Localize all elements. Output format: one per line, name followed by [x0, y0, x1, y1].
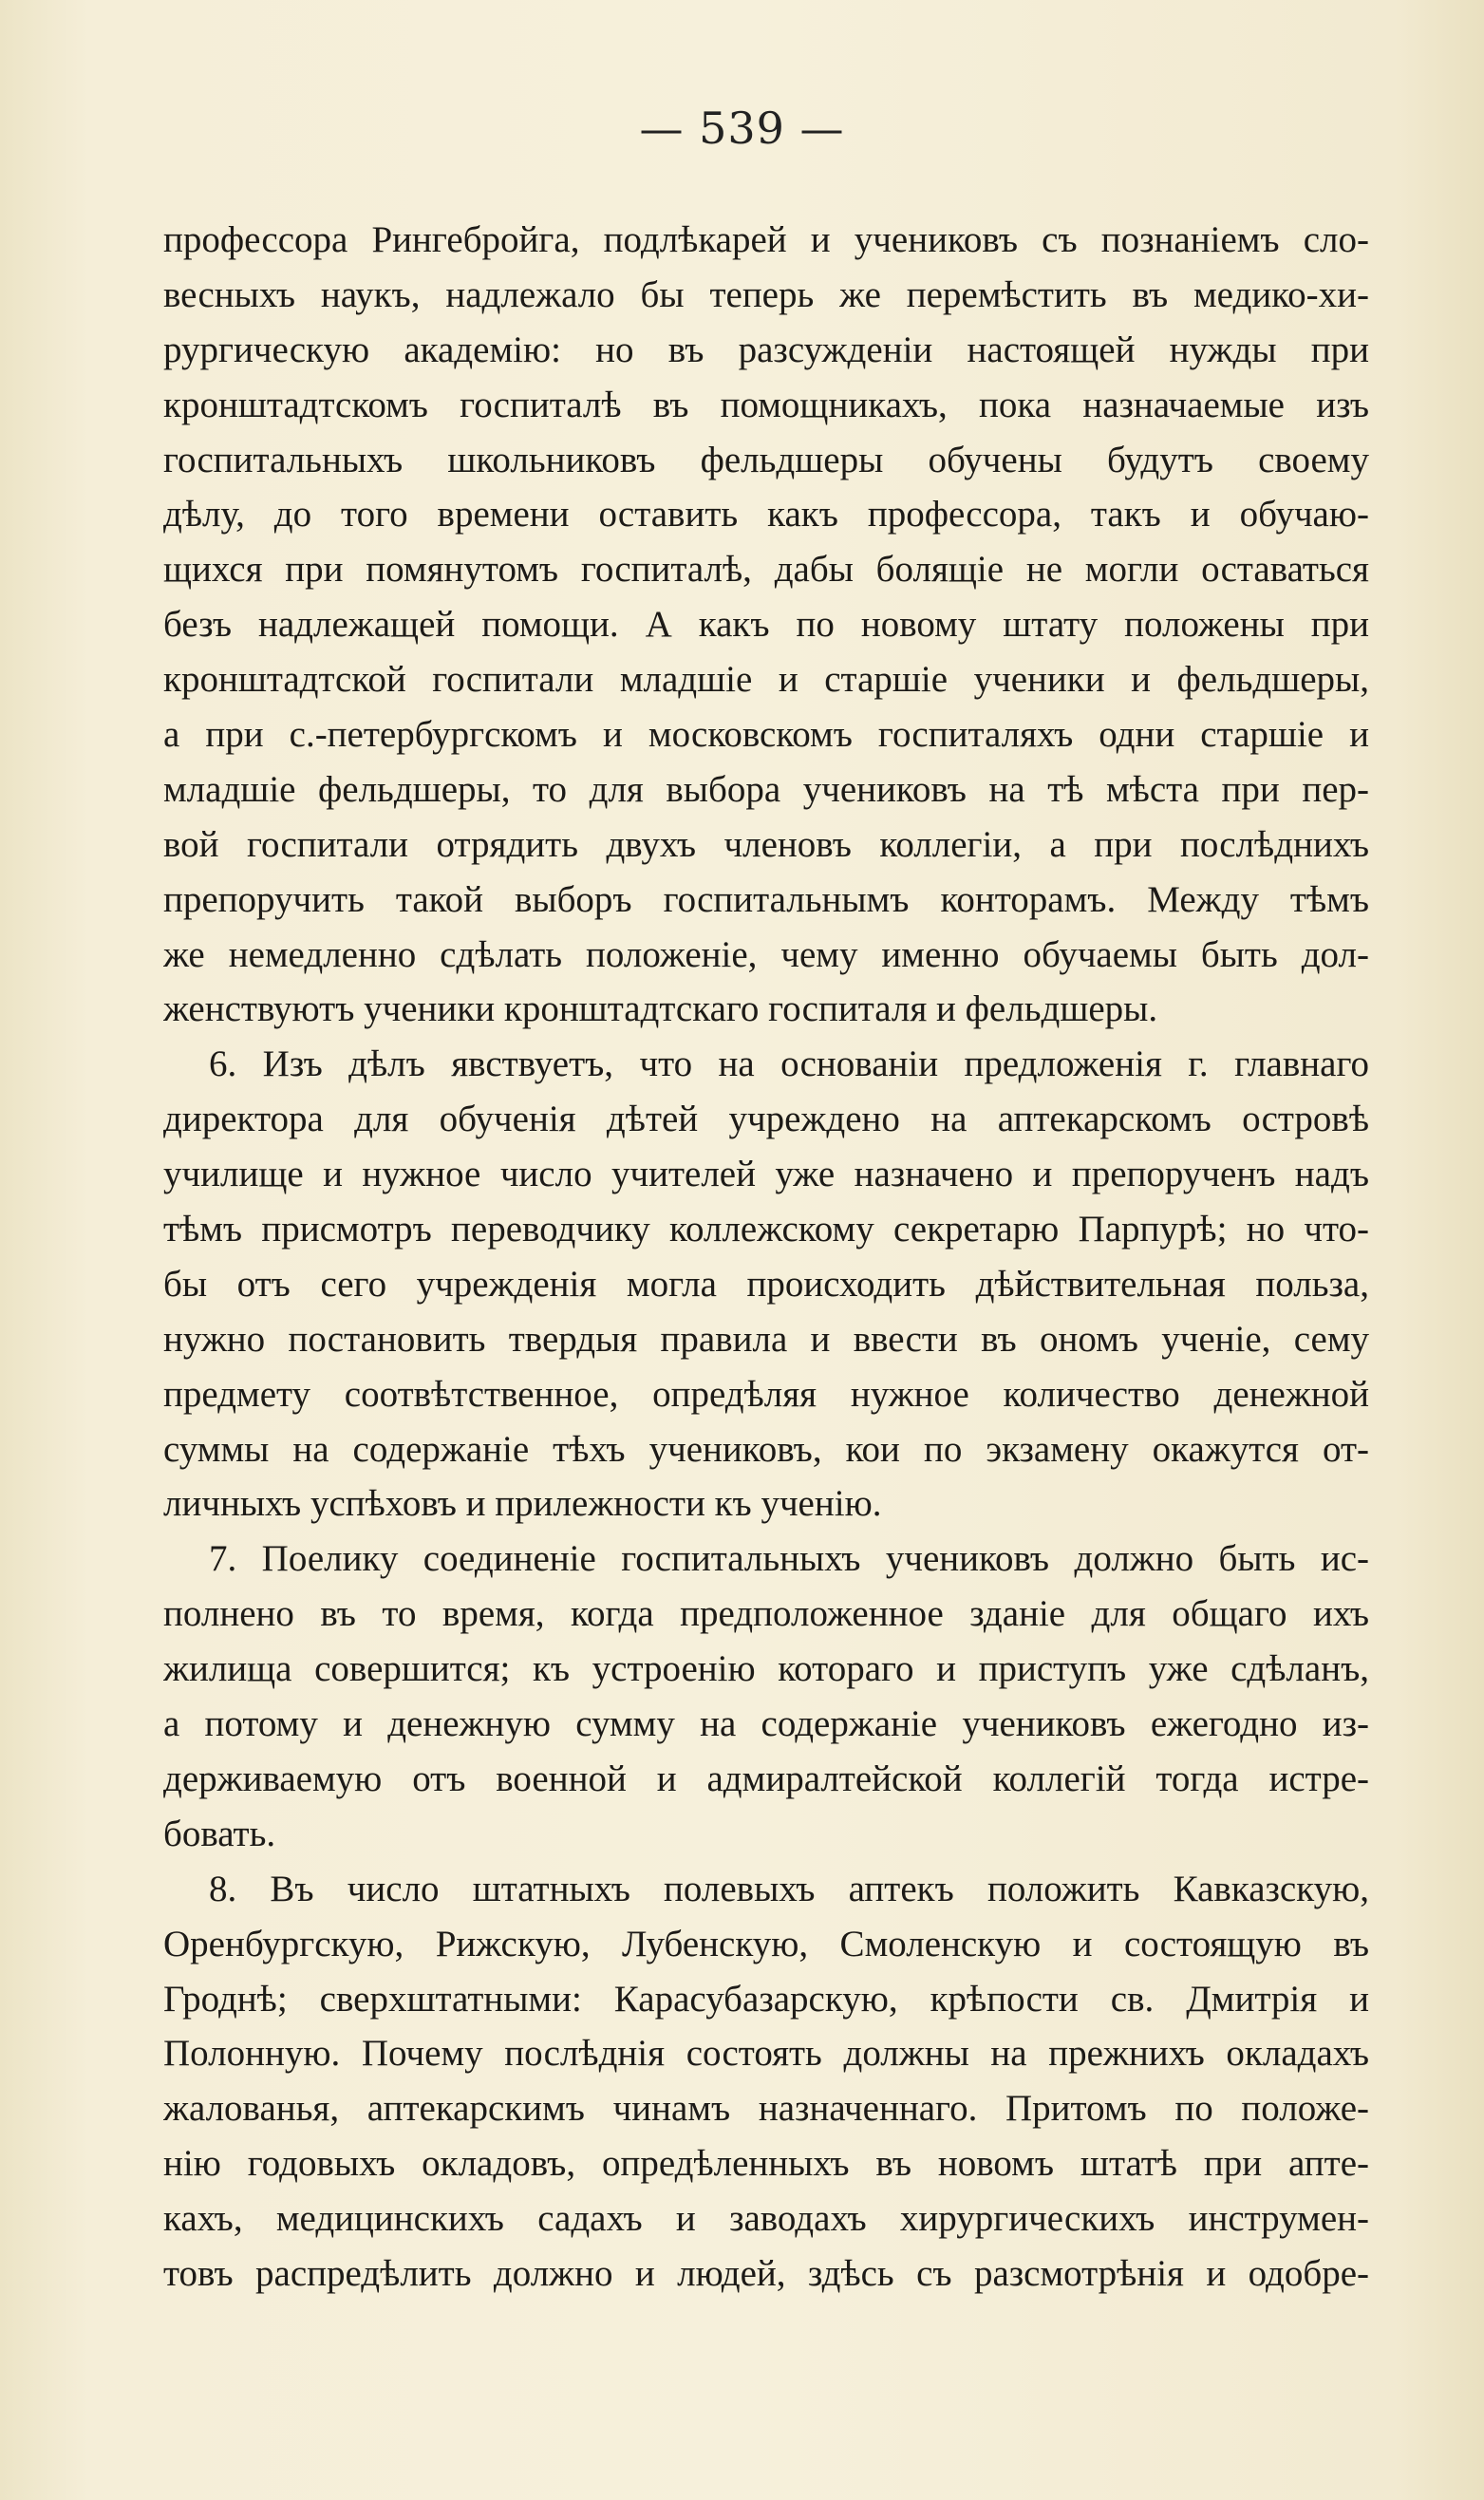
text-line: женствуютъ ученики кронштадтскаго госпиталя и фельдшеры.: [163, 988, 1158, 1030]
text-line: Гроднѣ; сверхштатными: Карасубазарскую, крѣпости св. Дмитрія и: [163, 1978, 1369, 2020]
text-line: 8. Въ число штатныхъ полевыхъ аптекъ положить Кавказскую,: [209, 1868, 1369, 1909]
body-text: [163, 213, 1369, 2302]
text-line: товъ распредѣлить должно и людей, здѣсь съ разсмотрѣнія и одобре-: [163, 2252, 1369, 2294]
page-number: — 539 —: [639, 103, 845, 154]
text-line: училище и нужное число учителей уже назначено и препорученъ надъ: [163, 1154, 1369, 1195]
text-line: кахъ, медицинскихъ садахъ и заводахъ хирургическихъ инструмен-: [163, 2198, 1369, 2240]
text-line: личныхъ успѣховъ и прилежности къ ученію.: [163, 1483, 882, 1525]
text-line: младшіе фельдшеры, то для выбора учениковъ на тѣ мѣста при пер-: [163, 768, 1369, 810]
text-line: дѣлу, до того времени оставить какъ профессора, такъ и обучаю-: [163, 494, 1369, 536]
text-line: госпитальныхъ школьниковъ фельдшеры обучены будутъ своему: [163, 439, 1369, 480]
text-line: профессора Рингебройга, подлѣкарей и учениковъ съ познаніемъ сло-: [163, 219, 1369, 260]
text-line: держиваемую отъ военной и адмиралтейской коллегій тогда истре-: [163, 1758, 1369, 1799]
text-line: суммы на содержаніе тѣхъ учениковъ, кои по экзамену окажутся от-: [163, 1428, 1369, 1470]
text-line: тѣмъ присмотръ переводчику коллежскому секретарю Парпурѣ; но что-: [163, 1209, 1369, 1250]
text-line: рургическую академію: но въ разсужденіи настоящей нужды при: [163, 329, 1369, 370]
text-line: весныхъ наукъ, надлежало бы теперь же перемѣстить въ медико-хи-: [163, 273, 1369, 315]
text-line: безъ надлежащей помощи. А какъ по новому штату положены при: [163, 604, 1369, 646]
text-line: а при с.-петербургскомъ и московскомъ госпиталяхъ одни старшіе и: [163, 714, 1369, 756]
text-line: директора для обученія дѣтей учреждено на аптекарскомъ островѣ: [163, 1099, 1369, 1140]
text-line: а потому и денежную сумму на содержаніе учениковъ ежегодно из-: [163, 1703, 1369, 1745]
text-line: щихся при помянутомъ госпиталѣ, дабы болящіе не могли оставаться: [163, 549, 1369, 591]
text-line: предмету соотвѣтственное, опредѣляя нужное количество денежной: [163, 1373, 1369, 1415]
text-line: жилища совершится; къ устроенію котораго и приступъ уже сдѣланъ,: [163, 1648, 1369, 1690]
text-line: бы отъ сего учрежденія могла происходить дѣйствительная польза,: [163, 1263, 1369, 1305]
text-line: кронштадтской госпитали младшіе и старшіе ученики и фельдшеры,: [163, 659, 1369, 701]
text-line: Оренбургскую, Рижскую, Лубенскую, Смоленскую и состоящую въ: [163, 1923, 1369, 1964]
text-line: препоручить такой выборъ госпитальнымъ конторамъ. Между тѣмъ: [163, 878, 1369, 920]
text-line: же немедленно сдѣлать положеніе, чему именно обучаемы быть дол-: [163, 933, 1369, 975]
text-line: кронштадтскомъ госпиталѣ въ помощникахъ, пока назначаемые изъ: [163, 384, 1369, 425]
text-line: полнено въ то время, когда предположенное зданіе для общаго ихъ: [163, 1593, 1369, 1635]
text-line: жалованья, аптекарскимъ чинамъ назначеннаго. Притомъ по положе-: [163, 2088, 1369, 2130]
text-line: вой госпитали отрядить двухъ членовъ коллегіи, а при послѣднихъ: [163, 823, 1369, 865]
text-line: 6. Изъ дѣлъ явствуетъ, что на основаніи предложенія г. главнаго: [209, 1043, 1369, 1085]
text-line: нію годовыхъ окладовъ, опредѣленныхъ въ новомъ штатѣ при апте-: [163, 2143, 1369, 2185]
text-line: бовать.: [163, 1813, 276, 1854]
text-line: Полонную. Почему послѣднія состоять должны на прежнихъ окладахъ: [163, 2033, 1369, 2075]
text-line: нужно постановить твердыя правила и ввести въ ономъ ученіе, сему: [163, 1318, 1369, 1360]
text-line: 7. Поелику соединеніе госпитальныхъ учениковъ должно быть ис-: [209, 1538, 1369, 1580]
